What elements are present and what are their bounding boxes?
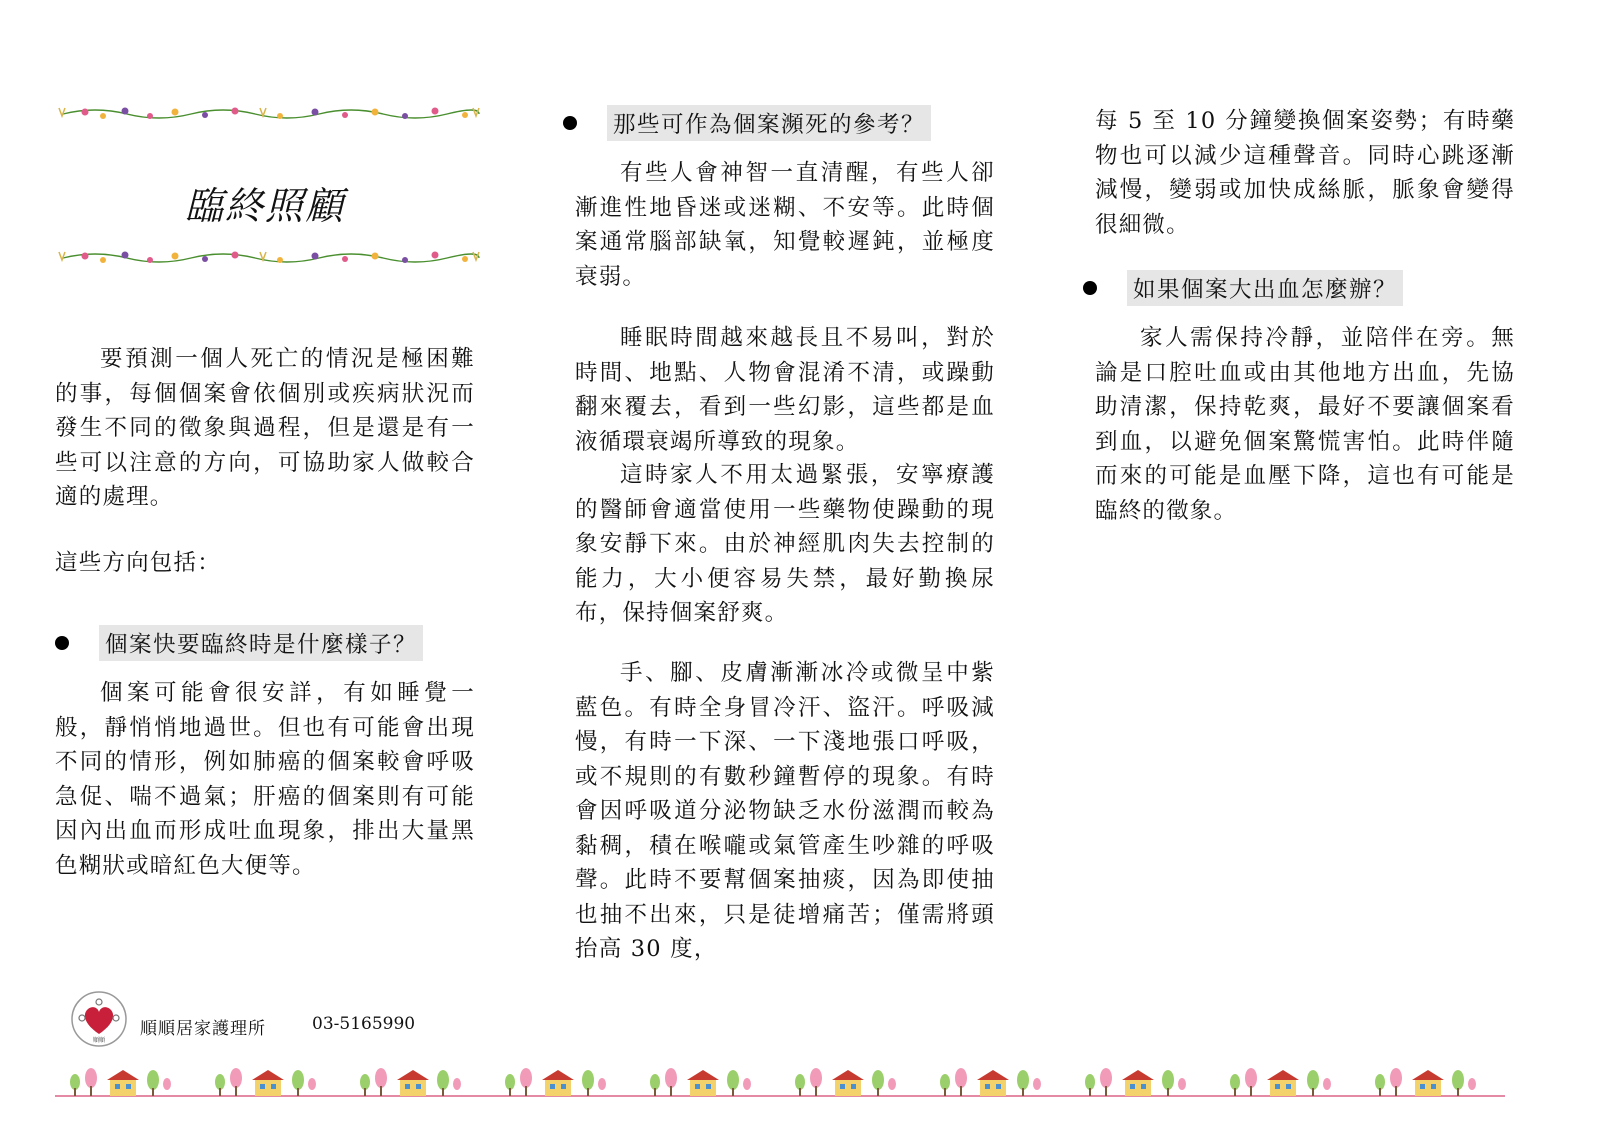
phone-number: 03-5165990	[312, 1014, 416, 1034]
continued-paragraph: 每 5 至 10 分鐘變換個案姿勢；有時藥物也可以減少這種聲音。同時心跳逐漸減慢，變弱或加快成絲脈，脈象會變得很細微。	[1095, 108, 1515, 238]
section-body: 個案可能會很安詳，有如睡覺一般，靜悄悄地過世。但也有可能會出現不同的情形，例如肺癌的個案較會呼吸急促、喘不過氣；肝癌的個案則有可能因內出血而形成吐血現象，排出大量黑色糊狀或暗紅色大便等。	[55, 680, 475, 879]
section-heading-text: 個案快要臨終時是什麼樣子？	[99, 625, 423, 661]
section-paragraph: 手、腳、皮膚漸漸冰冷或微呈中紫藍色。有時全身冒冷汗、盜汗。呼吸減慢，有時一下深、一下淺地張口呼吸，或不規則的有數秒鐘暫停的現象。有時會因呼吸道分泌物缺乏水份滋潤而較為黏稠，積在喉嚨或氣管產生吵雜的呼吸聲。此時不要幫個案抽痰，因為即使抽也抽不出來，只是徒增痛苦；僅需將頭抬高 30 度，	[575, 660, 995, 962]
logo-text: 順順	[92, 1037, 106, 1044]
vine-border-icon	[55, 104, 485, 124]
section-heading	[563, 105, 931, 141]
directions-label: 這些方向包括：	[55, 550, 221, 576]
page-title: 臨終照顧	[184, 184, 345, 228]
section-paragraph: 有些人會神智一直清醒，有些人卻漸進性地昏迷或迷糊、不安等。此時個案通常腦部缺氧，知覺較遲鈍，並極度衰弱。	[575, 160, 995, 290]
section-heading-text: 如果個案大出血怎麼辦？	[1127, 270, 1403, 306]
heart-logo-icon	[70, 990, 128, 1048]
house-border-icon	[55, 1058, 1505, 1098]
section-paragraph: 睡眠時間越來越長且不易叫，對於時間、地點、人物會混淆不清，或躁動翻來覆去，看到一些幻影，這些都是血液循環衰竭所導致的現象。	[575, 325, 995, 455]
section-heading	[1083, 270, 1403, 306]
org-name: 順順居家護理所	[140, 1019, 266, 1039]
section-body: 家人需保持冷靜，並陪伴在旁。無論是口腔吐血或由其他地方出血，先協助清潔，保持乾爽，最好不要讓個案看到血，以避免個案驚慌害怕。此時伴隨而來的可能是血壓下降，這也有可能是臨終的徵象。	[1095, 325, 1515, 524]
intro-paragraph: 要預測一個人死亡的情況是極困難的事，每個個案會依個別或疾病狀況而發生不同的徵象與過程，但是還是有一些可以注意的方向，可協助家人做較合適的處理。	[55, 346, 475, 510]
vine-border-icon	[55, 248, 485, 268]
bullet-icon	[55, 636, 69, 650]
section-paragraph: 這時家人不用太過緊張，安寧療護的醫師會適當使用一些藥物使躁動的現象安靜下來。由於神經肌肉失去控制的能力，大小便容易失禁，最好勤換尿布，保持個案舒爽。	[575, 462, 995, 626]
bullet-icon	[563, 116, 577, 130]
section-heading-text: 那些可作為個案瀕死的參考？	[607, 105, 931, 141]
section-heading	[55, 625, 423, 661]
bullet-icon	[1083, 281, 1097, 295]
